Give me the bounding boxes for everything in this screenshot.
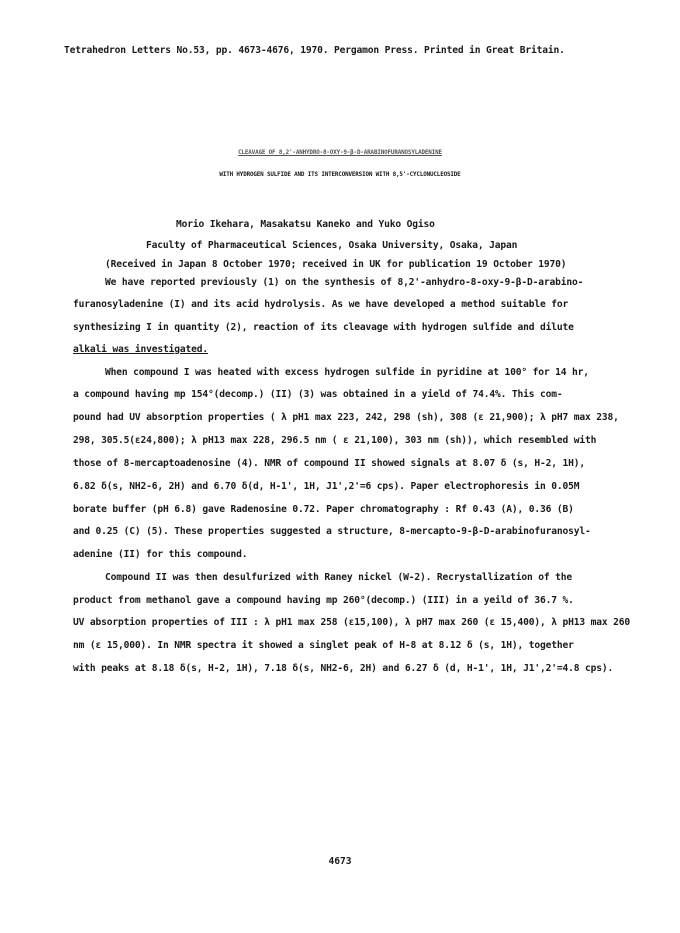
- body-line: We have reported previously (1) on the synthesis of 8,2'-anhydro-8-oxy-9-β-D-arabino-: [105, 277, 584, 288]
- body-line: those of 8-mercaptoadenosine (4). NMR of compound II showed signals at 8.07 δ (s, H-2, 1H),: [73, 458, 585, 469]
- body-line: nm (ε 15,000). In NMR spectra it showed a singlet peak of H-8 at 8.12 δ (s, 1H), together: [73, 640, 574, 651]
- authors: Morio Ikehara, Masakatsu Kaneko and Yuko Ogiso: [176, 219, 435, 230]
- body-line: synthesizing I in quantity (2), reaction of its cleavage with hydrogen sulfide and dilute: [73, 322, 574, 333]
- affiliation: Faculty of Pharmaceutical Sciences, Osaka University, Osaka, Japan: [146, 240, 518, 251]
- title-line-2: WITH HYDROGEN SULFIDE AND ITS INTERCONVERSION WITH 8,5'-CYCLONUCLEOSIDE: [219, 172, 461, 178]
- title-line-1: CLEAVAGE OF 8,2'-ANHYDRO-8-OXY-9-β-D-ARABINOFURANOSYLADENINE: [238, 150, 442, 156]
- body-line: When compound I was heated with excess hydrogen sulfide in pyridine at 100° for 14 hr,: [105, 367, 589, 378]
- body-line: a compound having mp 154°(decomp.) (II) (3) was obtained in a yield of 74.4%. This com-: [73, 389, 563, 400]
- body-line: Compound II was then desulfurized with Raney nickel (W-2). Recrystallization of the: [105, 572, 572, 583]
- journal-header: Tetrahedron Letters No.53, pp. 4673-4676, 1970. Pergamon Press. Printed in Great Britain.: [64, 45, 565, 56]
- body-line: pound had UV absorption properties ( λ pH1 max 223, 242, 298 (sh), 308 (ε 21,900); λ pH7 max 238,: [73, 412, 619, 423]
- body-line: product from methanol gave a compound having mp 260°(decomp.) (III) in a yeild of 36.7 %.: [73, 595, 574, 606]
- body-line: furanosyladenine (I) and its acid hydrolysis. As we have developed a method suitable for: [73, 299, 569, 310]
- body-line: with peaks at 8.18 δ(s, H-2, 1H), 7.18 δ(s, NH2-6, 2H) and 6.27 δ (d, H-1', 1H, J1',2'=4.8 cps).: [73, 663, 614, 674]
- body-line: borate buffer (pH 6.8) gave Radenosine 0.72. Paper chromatography : Rf 0.43 (A), 0.36 (B): [73, 504, 574, 515]
- body-line: alkali was investigated.: [73, 344, 209, 355]
- body-line: UV absorption properties of III : λ pH1 max 258 (ε15,100), λ pH7 max 260 (ε 15,400), λ pH13 max 260: [73, 617, 630, 628]
- received-line: (Received in Japan 8 October 1970; received in UK for publication 19 October 1970): [105, 259, 567, 270]
- body-line: 298, 305.5(ε24,800); λ pH13 max 228, 296.5 nm ( ε 21,100), 303 nm (sh)), which resembled with: [73, 435, 597, 446]
- body-line: 6.82 δ(s, NH2-6, 2H) and 6.70 δ(d, H-1', 1H, J1',2'=6 cps). Paper electrophoresis in 0.05M: [73, 481, 580, 492]
- body-line: and 0.25 (C) (5). These properties suggested a structure, 8-mercapto-9-β-D-arabinofuranosyl-: [73, 526, 591, 537]
- body-line: adenine (II) for this compound.: [73, 549, 248, 560]
- page-number: 4673: [328, 856, 352, 867]
